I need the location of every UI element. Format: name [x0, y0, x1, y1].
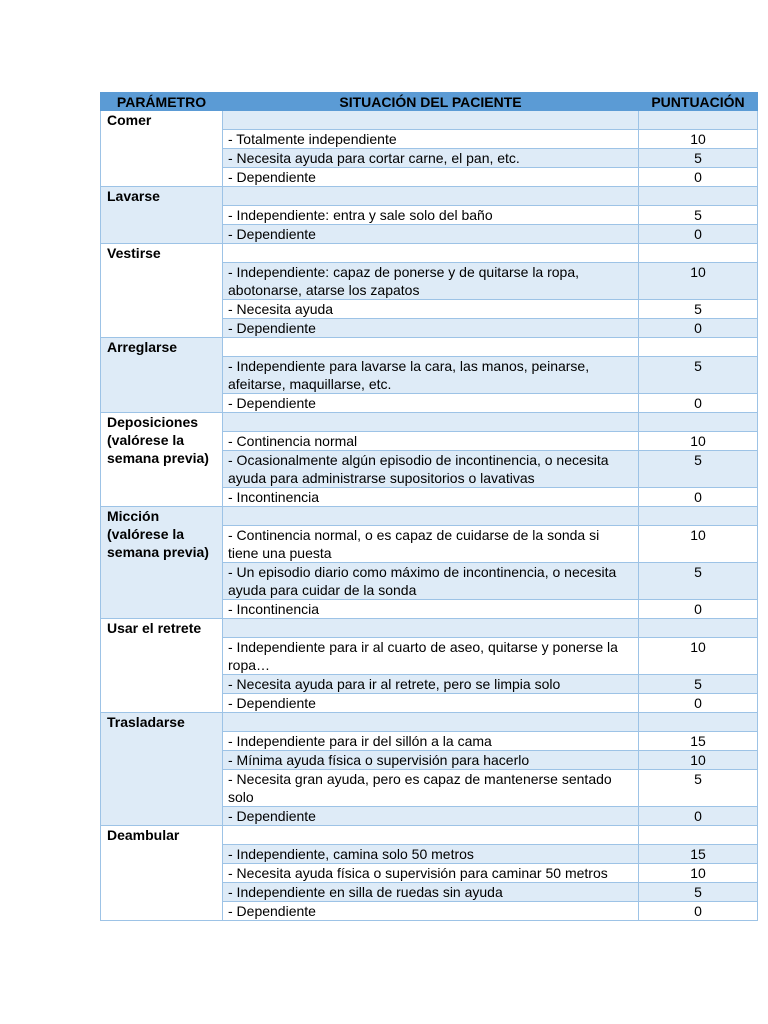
score-value: 10 — [639, 864, 758, 883]
score-value: 0 — [639, 488, 758, 507]
parameter-name: Vestirse — [101, 244, 223, 338]
situation-text: - Dependiente — [223, 902, 639, 921]
score-value: 10 — [639, 638, 758, 675]
score-value: 10 — [639, 751, 758, 770]
score-value: 5 — [639, 451, 758, 488]
score-value: 0 — [639, 319, 758, 338]
empty-score-cell — [639, 111, 758, 130]
empty-score-cell — [639, 619, 758, 638]
parameter-name: Usar el retrete — [101, 619, 223, 713]
score-value: 0 — [639, 168, 758, 187]
barthel-score-table — [100, 92, 758, 921]
parameter-group-row — [101, 111, 758, 130]
empty-score-cell — [639, 713, 758, 732]
score-value: 5 — [639, 149, 758, 168]
situation-text: - Dependiente — [223, 807, 639, 826]
situation-text: - Continencia normal, o es capaz de cuidarse de la sonda si tiene una puesta — [223, 526, 639, 563]
score-value: 0 — [639, 600, 758, 619]
parameter-name: Comer — [101, 111, 223, 187]
empty-situation-cell — [223, 713, 639, 732]
score-value: 0 — [639, 694, 758, 713]
score-value: 0 — [639, 225, 758, 244]
parameter-group-row — [101, 826, 758, 845]
score-value: 0 — [639, 807, 758, 826]
situation-text: - Dependiente — [223, 319, 639, 338]
parameter-name: Lavarse — [101, 187, 223, 244]
parameter-name: Arreglarse — [101, 338, 223, 413]
score-value: 10 — [639, 130, 758, 149]
header-puntuacion: PUNTUACIÓN — [639, 93, 758, 111]
score-value: 5 — [639, 883, 758, 902]
situation-text: - Necesita ayuda física o supervisión para caminar 50 metros — [223, 864, 639, 883]
score-value: 5 — [639, 675, 758, 694]
parameter-name: Micción (valórese la semana previa) — [101, 507, 223, 619]
parameter-group-row — [101, 507, 758, 526]
empty-score-cell — [639, 187, 758, 206]
score-value: 5 — [639, 770, 758, 807]
score-value: 5 — [639, 300, 758, 319]
situation-text: - Continencia normal — [223, 432, 639, 451]
situation-text: - Dependiente — [223, 694, 639, 713]
empty-situation-cell — [223, 619, 639, 638]
situation-text: - Independiente para ir del sillón a la cama — [223, 732, 639, 751]
situation-text: - Independiente para ir al cuarto de aseo, quitarse y ponerse la ropa… — [223, 638, 639, 675]
situation-text: - Dependiente — [223, 168, 639, 187]
situation-text: - Dependiente — [223, 225, 639, 244]
parameter-group-row — [101, 713, 758, 732]
situation-text: - Necesita ayuda para ir al retrete, pero se limpia solo — [223, 675, 639, 694]
situation-text: - Independiente: entra y sale solo del baño — [223, 206, 639, 225]
empty-score-cell — [639, 413, 758, 432]
score-value: 5 — [639, 206, 758, 225]
parameter-name: Deambular — [101, 826, 223, 921]
score-value: 10 — [639, 263, 758, 300]
situation-text: - Necesita ayuda para cortar carne, el pan, etc. — [223, 149, 639, 168]
situation-text: - Independiente: capaz de ponerse y de quitarse la ropa, abotonarse, atarse los zapatos — [223, 263, 639, 300]
situation-text: - Independiente, camina solo 50 metros — [223, 845, 639, 864]
empty-situation-cell — [223, 413, 639, 432]
score-value: 10 — [639, 526, 758, 563]
empty-situation-cell — [223, 187, 639, 206]
score-value: 5 — [639, 357, 758, 394]
table-header-row — [101, 93, 758, 111]
situation-text: - Independiente para lavarse la cara, las manos, peinarse, afeitarse, maquillarse, etc. — [223, 357, 639, 394]
parameter-name: Trasladarse — [101, 713, 223, 826]
situation-text: - Mínima ayuda física o supervisión para hacerlo — [223, 751, 639, 770]
parameter-group-row — [101, 338, 758, 357]
parameter-name: Deposiciones (valórese la semana previa) — [101, 413, 223, 507]
empty-score-cell — [639, 338, 758, 357]
situation-text: - Incontinencia — [223, 488, 639, 507]
situation-text: - Dependiente — [223, 394, 639, 413]
situation-text: - Un episodio diario como máximo de incontinencia, o necesita ayuda para cuidar de la sonda — [223, 563, 639, 600]
parameter-group-row — [101, 244, 758, 263]
empty-situation-cell — [223, 244, 639, 263]
parameter-group-row — [101, 187, 758, 206]
score-value: 0 — [639, 394, 758, 413]
situation-text: - Totalmente independiente — [223, 130, 639, 149]
parameter-group-row — [101, 413, 758, 432]
score-value: 0 — [639, 902, 758, 921]
score-value: 15 — [639, 732, 758, 751]
situation-text: - Incontinencia — [223, 600, 639, 619]
score-value: 5 — [639, 563, 758, 600]
table-body — [101, 111, 758, 921]
empty-situation-cell — [223, 338, 639, 357]
parameter-group-row — [101, 619, 758, 638]
empty-situation-cell — [223, 826, 639, 845]
situation-text: - Independiente en silla de ruedas sin ayuda — [223, 883, 639, 902]
header-situacion: SITUACIÓN DEL PACIENTE — [223, 93, 639, 111]
situation-text: - Ocasionalmente algún episodio de incontinencia, o necesita ayuda para administrarse supositorios o lavativas — [223, 451, 639, 488]
empty-situation-cell — [223, 507, 639, 526]
empty-score-cell — [639, 507, 758, 526]
situation-text: - Necesita gran ayuda, pero es capaz de mantenerse sentado solo — [223, 770, 639, 807]
empty-score-cell — [639, 244, 758, 263]
score-value: 15 — [639, 845, 758, 864]
score-value: 10 — [639, 432, 758, 451]
header-parametro: PARÁMETRO — [101, 93, 223, 111]
empty-situation-cell — [223, 111, 639, 130]
empty-score-cell — [639, 826, 758, 845]
situation-text: - Necesita ayuda — [223, 300, 639, 319]
